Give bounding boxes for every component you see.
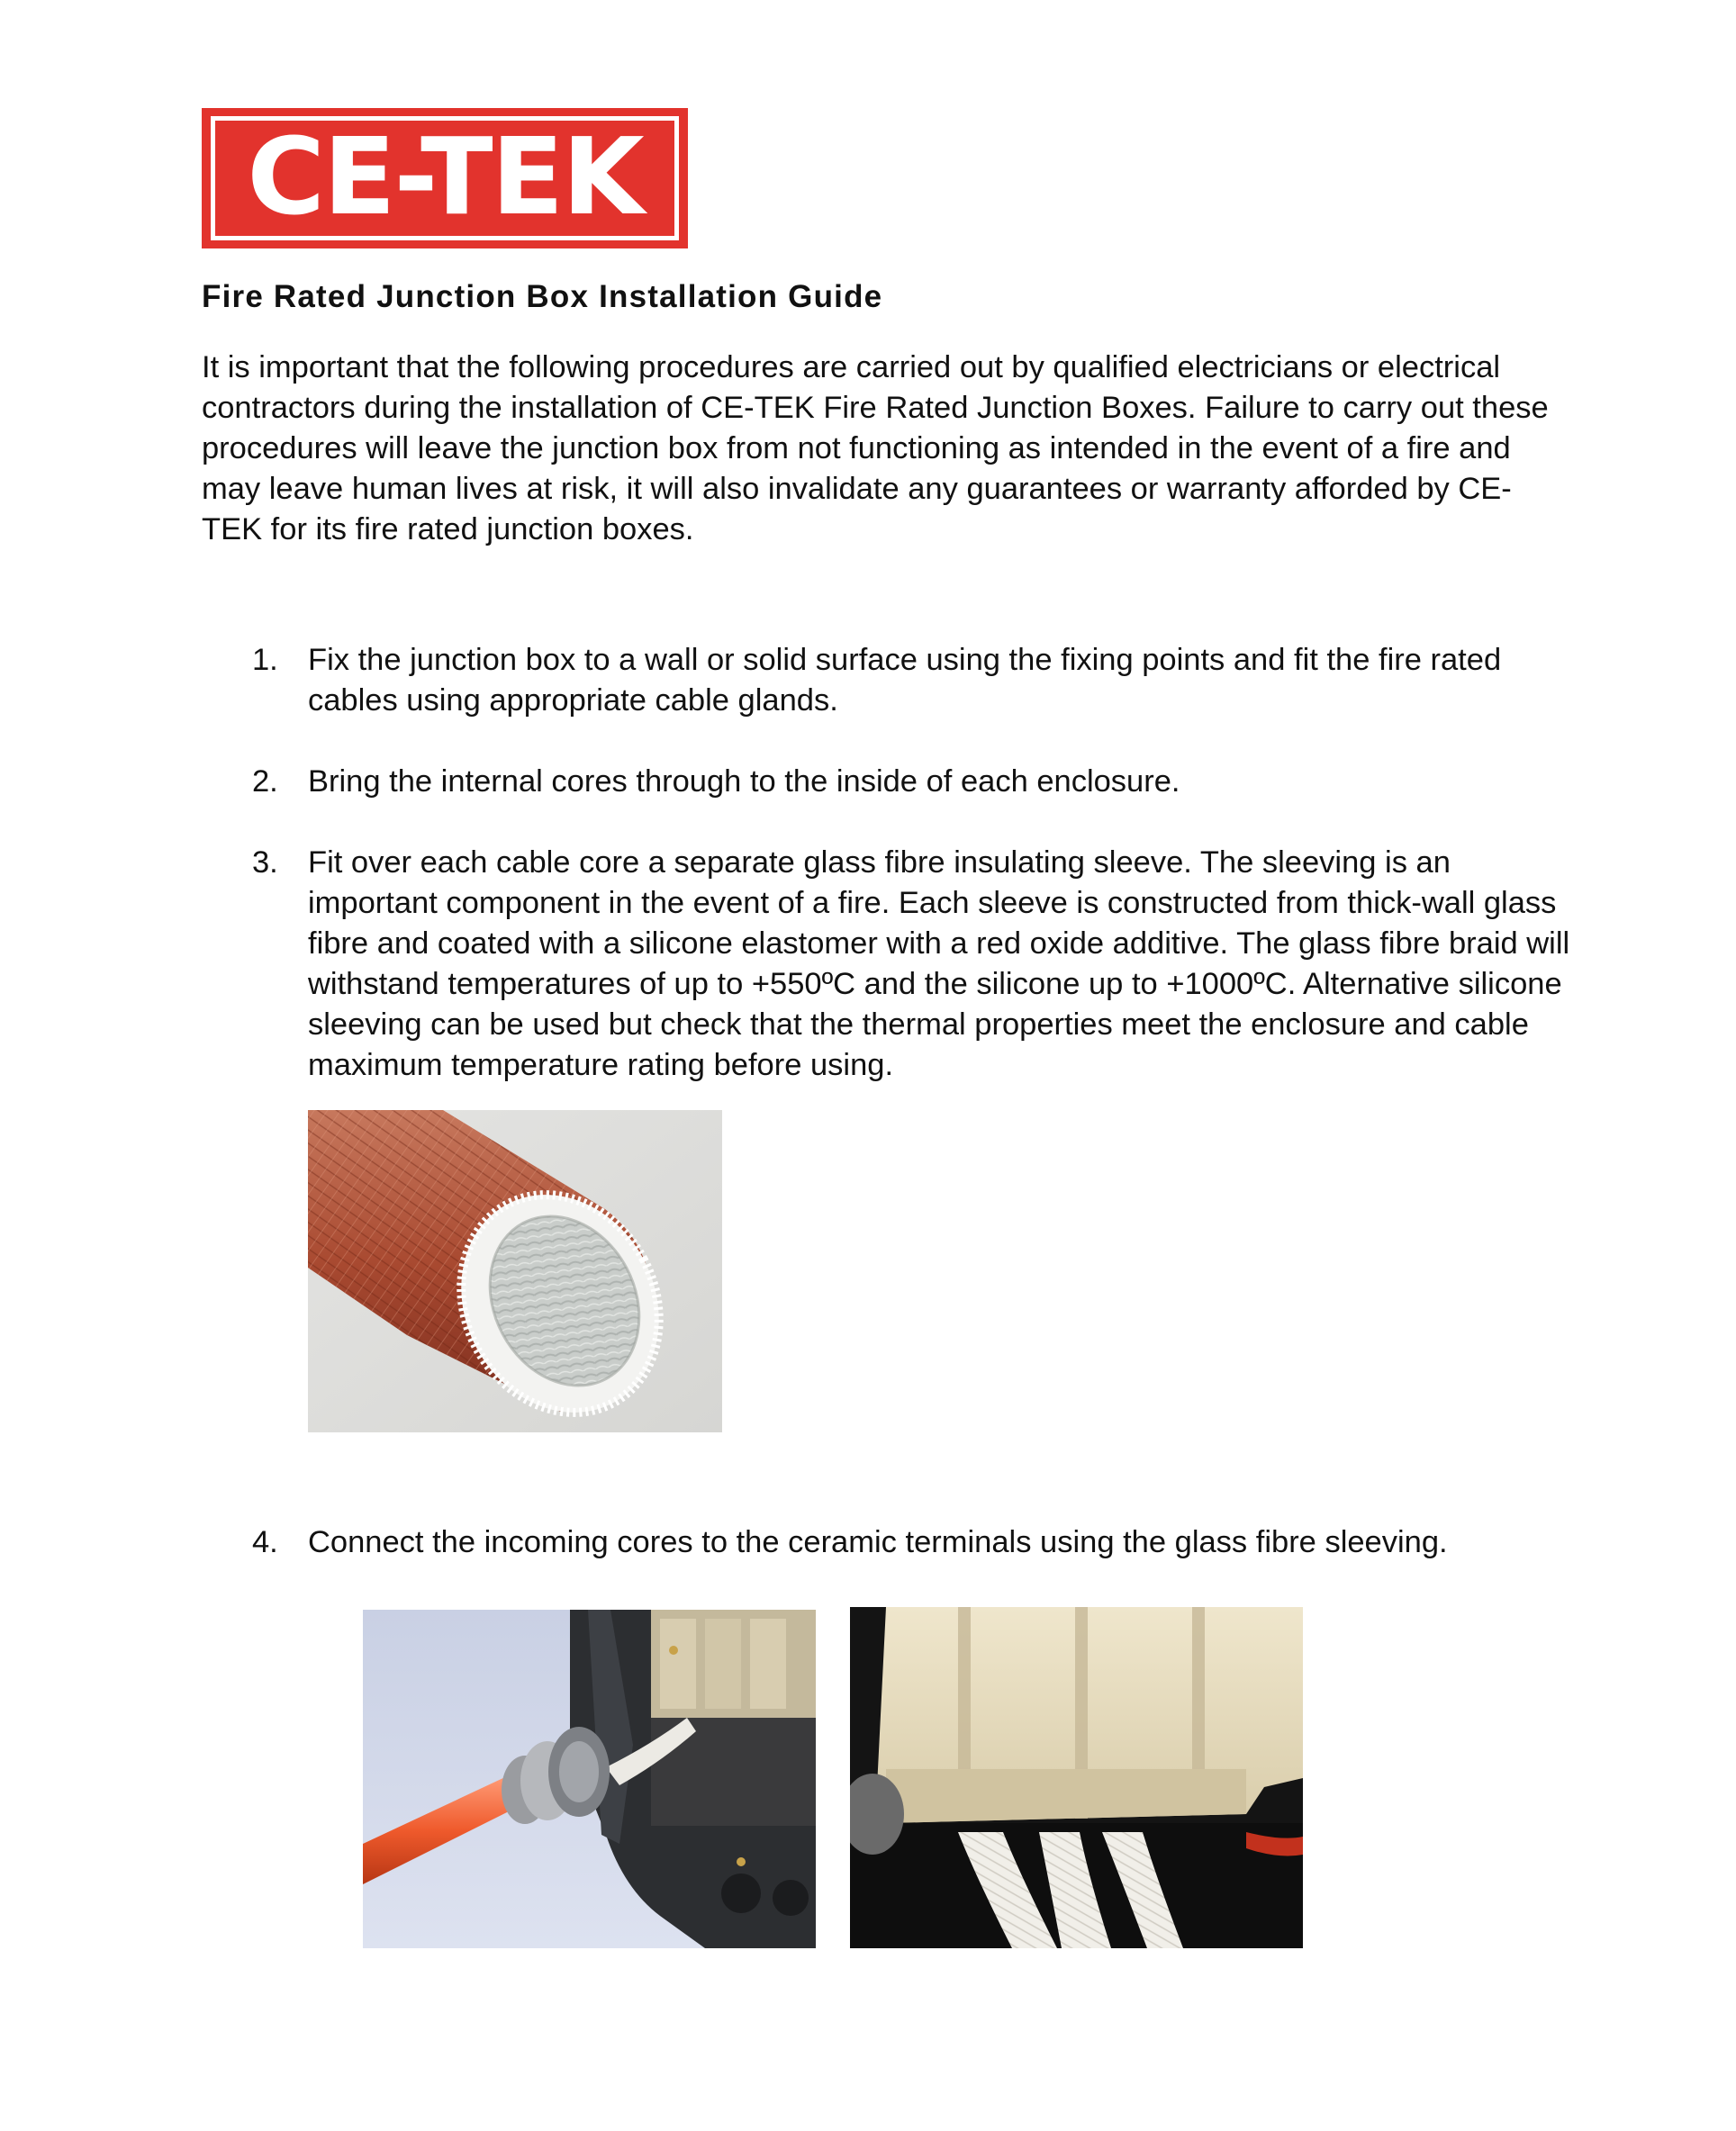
- step-3: [202, 843, 1579, 1086]
- step-text: Bring the internal cores through to the inside of each enclosure.: [308, 764, 1180, 799]
- logo-text: CE-TEK: [247, 114, 643, 239]
- step-2: [202, 762, 1579, 802]
- terminals-closeup-photo: [850, 1607, 1303, 1948]
- intro-paragraph: It is important that the following procedures are carried out by qualified electricians or electrical contractors during the installation of CE-TEK Fire Rated Junction Boxes. Failure to carry out these procedures will leave the junction box from not functioning as intended in the event of a fire and may leave human lives at risk, it will also invalidate any guarantees or warranty afforded by CE-TEK for its fire rated junction boxes.: [202, 350, 1549, 546]
- junction-box-photo: [363, 1610, 816, 1948]
- logo-border: [211, 116, 679, 240]
- step-number: 2.: [252, 764, 278, 799]
- step-text: Connect the incoming cores to the ceramic terminals using the glass fibre sleeving.: [308, 1525, 1448, 1559]
- page-title: Fire Rated Junction Box Installation Guide: [202, 279, 883, 314]
- step-number: 1.: [252, 643, 278, 677]
- step-text: Fit over each cable core a separate glass fibre insulating sleeve. The sleeving is an important component in the event of a fire. Each sleeve is constructed from thick-wall glass fibre and coated with a silicone elastomer with a red oxide additive. The glass fibre braid will withstand temperatures of up to +550ºC and the silicone up to +1000ºC. Alternative silicone sleeving can be used but check that the thermal properties meet the enclosure and cable maximum temperature rating before using.: [308, 845, 1570, 1082]
- ce-tek-logo: [202, 108, 688, 248]
- step-1: [202, 640, 1579, 721]
- step-4: [202, 1522, 1579, 1563]
- sleeve-photo: [308, 1110, 722, 1432]
- step-number: 3.: [252, 845, 278, 880]
- step-number: 4.: [252, 1525, 278, 1559]
- step-text: Fix the junction box to a wall or solid surface using the fixing points and fit the fire rated cables using appropriate cable glands.: [308, 643, 1502, 718]
